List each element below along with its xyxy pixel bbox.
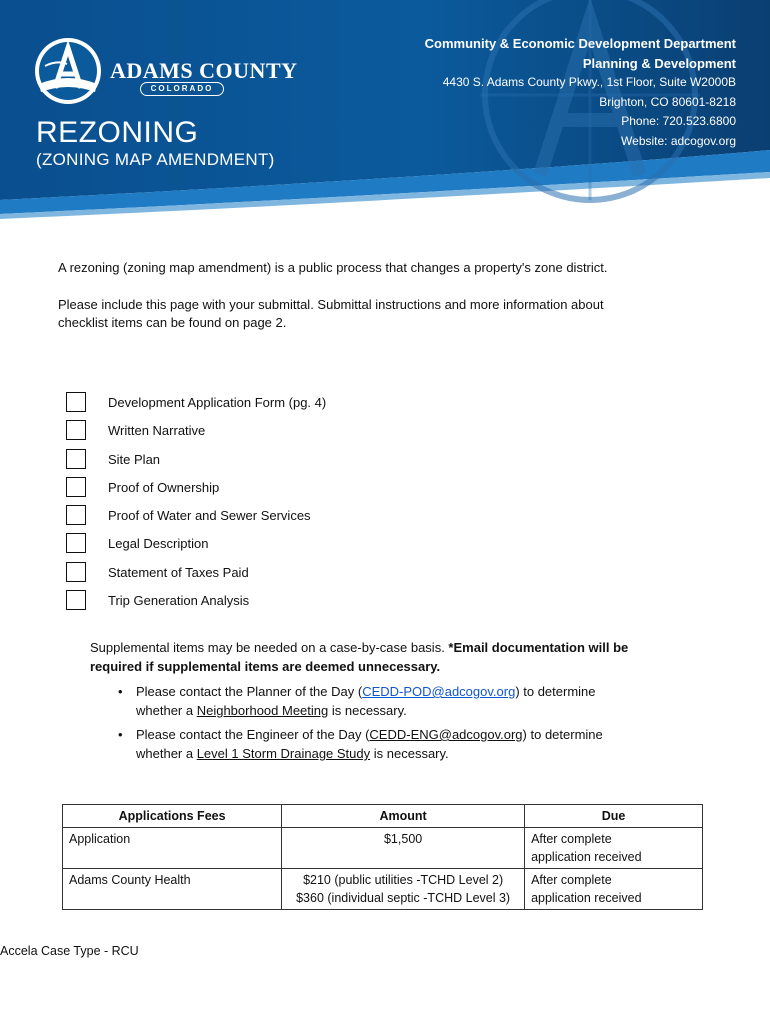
neighborhood-meeting-link[interactable]: Neighborhood Meeting: [196, 703, 329, 718]
bullet-text: ) to determine: [515, 684, 596, 699]
address: 4430 S. Adams County Pkwy., 1st Floor, Suite W2000B: [442, 75, 736, 89]
checklist-label: Legal Description: [108, 536, 209, 552]
checkbox[interactable]: [66, 392, 86, 412]
table-header-row: [63, 805, 703, 828]
checklist-label: Proof of Water and Sewer Services: [108, 508, 311, 524]
brand-name: ADAMS COUNTY: [110, 58, 298, 83]
fee-name: Application: [63, 828, 282, 869]
department-name: Community & Economic Development Department: [424, 36, 736, 51]
engineer-email-link[interactable]: CEDD-ENG@adcogov.org: [369, 727, 523, 742]
amount-line: $210 (public utilities -TCHD Level 2): [303, 873, 504, 887]
page-subtitle: (ZONING MAP AMENDMENT): [36, 150, 275, 169]
supplemental-bold-1: *Email documentation will be: [448, 640, 629, 655]
header-due: Due: [525, 805, 703, 828]
header-fees: Applications Fees: [63, 805, 282, 828]
due-line: After complete: [531, 873, 612, 887]
checklist-label: Proof of Ownership: [108, 479, 220, 495]
intro-line-2: Please include this page with your submittal. Submittal instructions and more information about: [58, 297, 604, 312]
case-type-footer: Accela Case Type - RCU: [0, 944, 139, 958]
fee-due: [525, 869, 703, 910]
bullet-text: Please contact the Planner of the Day (: [136, 684, 363, 699]
checklist-label: Trip Generation Analysis: [108, 593, 250, 609]
checklist-label: Development Application Form (pg. 4): [108, 395, 327, 410]
bullet-text: Please contact the Engineer of the Day (: [136, 727, 370, 742]
storm-drainage-study-link[interactable]: Level 1 Storm Drainage Study: [196, 746, 371, 761]
table-row: [63, 828, 703, 869]
contact-block: [425, 34, 736, 151]
intro-line-3: checklist items can be found on page 2.: [58, 315, 287, 330]
city: Brighton, CO 80601-8218: [599, 94, 736, 109]
division-name: Planning & Development: [582, 55, 736, 71]
bullet-planner: [118, 682, 638, 720]
phone: Phone: 720.523.6800: [621, 114, 736, 128]
fee-amount: [282, 869, 525, 910]
amount-line: $360 (individual septic -TCHD Level 3): [296, 891, 511, 905]
checkbox[interactable]: [66, 420, 86, 440]
page-title: REZONING: [36, 116, 199, 149]
amount-line: $1,500: [383, 832, 423, 846]
fee-name: Adams County Health: [63, 869, 282, 910]
checklist-label: Site Plan: [108, 451, 161, 467]
supplemental-note: [90, 638, 670, 676]
table-row: [63, 869, 703, 910]
checklist-label: Statement of Taxes Paid: [108, 564, 249, 580]
brand-state: COLORADO: [140, 82, 224, 96]
bullet-engineer: [118, 725, 638, 763]
website: Website: adcogov.org: [621, 133, 736, 148]
bullet-icon: •: [118, 684, 123, 699]
checklist-label: Written Narrative: [108, 423, 206, 439]
checkbox[interactable]: [66, 505, 86, 525]
fees-table: [62, 804, 703, 910]
header-banner: [0, 0, 770, 220]
checkbox[interactable]: [66, 562, 86, 582]
bullet-text: is necessary.: [370, 746, 449, 761]
checkbox[interactable]: [66, 590, 86, 610]
checkbox[interactable]: [66, 533, 86, 553]
adams-county-logo: [33, 36, 103, 106]
due-line: application received: [531, 891, 642, 905]
bullet-text: whether a: [136, 746, 197, 761]
bullet-text: ) to determine: [522, 727, 603, 742]
header-amount: Amount: [282, 805, 525, 828]
checkbox[interactable]: [66, 449, 86, 469]
due-line: application received: [531, 850, 642, 864]
intro-line-1: A rezoning (zoning map amendment) is a public process that changes a property's zone district.: [58, 260, 608, 275]
planner-email-link[interactable]: CEDD-POD@adcogov.org: [362, 684, 516, 699]
supplemental-text: Supplemental items may be needed on a case-by-case basis.: [90, 640, 449, 655]
bullet-icon: •: [118, 727, 123, 742]
checkbox[interactable]: [66, 477, 86, 497]
bullet-text: whether a: [136, 703, 197, 718]
fee-due: [525, 828, 703, 869]
bullet-text: is necessary.: [328, 703, 407, 718]
due-line: After complete: [531, 832, 612, 846]
fee-amount: [282, 828, 525, 869]
supplemental-bold-2: required if supplemental items are deemed unnecessary.: [90, 659, 441, 674]
